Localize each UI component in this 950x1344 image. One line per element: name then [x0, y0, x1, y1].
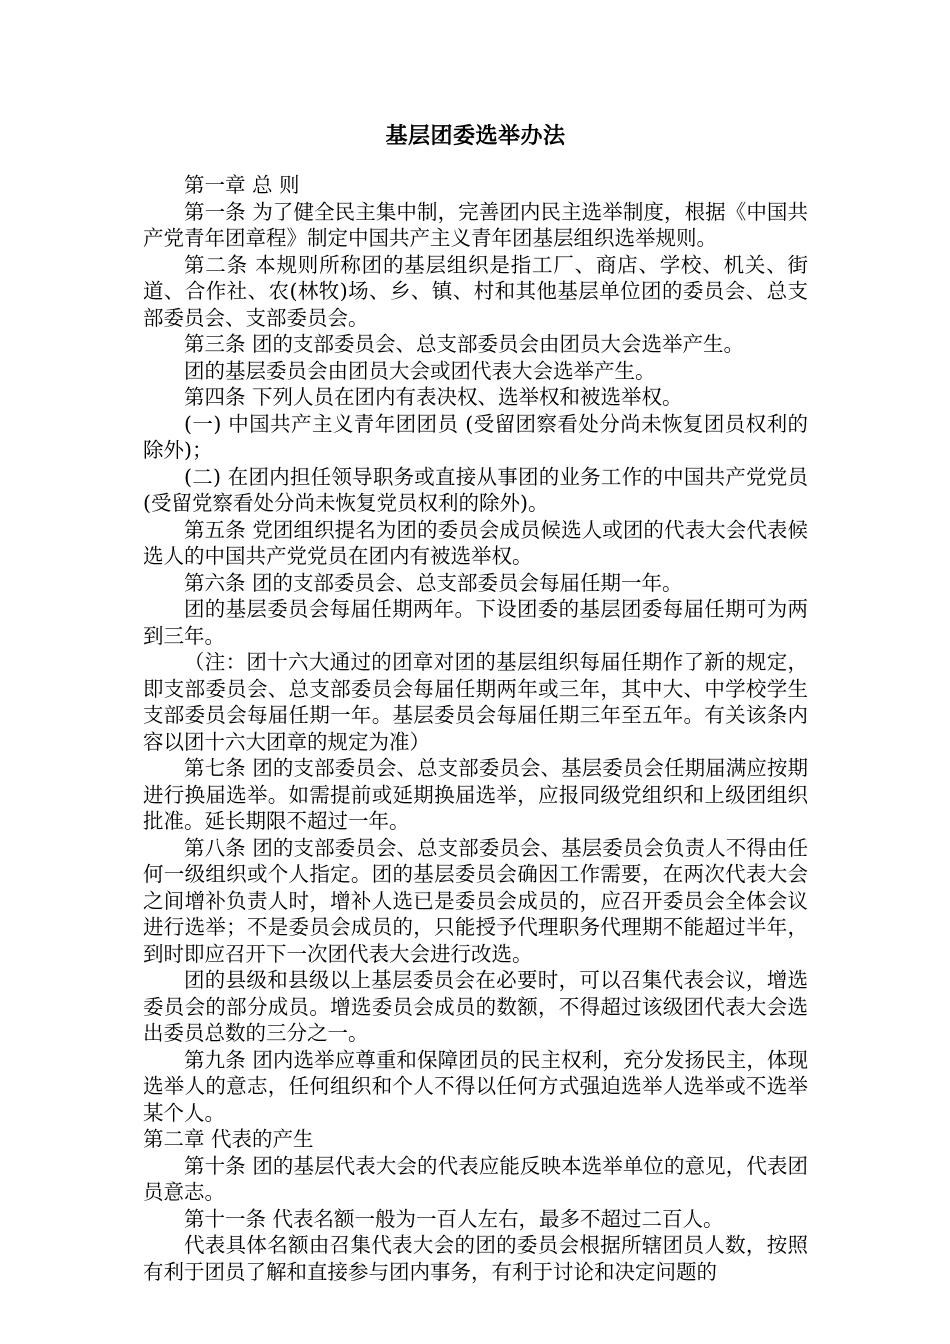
paragraph: 第十一条 代表名额一般为一百人左右，最多不超过二百人。	[184, 1206, 724, 1231]
paragraph: (一) 中国共产主义青年团团员 (受留团察看处分尚未恢复团员权利的除外)；	[143, 411, 808, 462]
paragraph: 第八条 团的支部委员会、总支部委员会、基层委员会负责人不得由任何一级组织或个人指定。团的基层委员会确因工作需要，在两次代表大会之间增补负责人时，增补人选已是委员会成员的，应召开委员会全体会议进行选举；不是委员会成员的，只能授予代理职务代理期不能超过半年，到时即应召开下一次团代表大会进行改选。	[143, 835, 808, 966]
document-title: 基层团委选举办法	[385, 123, 566, 149]
paragraph: 第七条 团的支部委员会、总支部委员会、基层委员会任期届满应按期进行换届选举。如需提前或延期换届选举，应报同级党组织和上级团组织批准。延长期限不超过一年。	[143, 756, 808, 833]
paragraph: 团的基层委员会由团员大会或团代表大会选举产生。	[184, 358, 656, 383]
document-page	[143, 120, 808, 1285]
paragraph: 第四条 下列人员在团内有表决权、选举权和被选举权。	[184, 385, 683, 409]
paragraph: 第一条 为了健全民主集中制，完善团内民主选举制度，根据《中国共产党青年团章程》制定中国共产主义青年团基层组织选举规则。	[143, 199, 808, 250]
paragraph: 团的县级和县级以上基层委员会在必要时，可以召集代表会议，增选委员会的部分成员。增选委员会成员的数额，不得超过该级团代表大会选出委员总数的三分之一。	[143, 968, 808, 1045]
paragraph: 第五条 党团组织提名为团的委员会成员候选人或团的代表大会代表候选人的中国共产党党员在团内有被选举权。	[143, 517, 808, 568]
paragraph: 第二章 代表的产生	[143, 1127, 314, 1151]
paragraph: （注：团十六大通过的团章对团的基层组织每届任期作了新的规定，即支部委员会、总支部委员会每届任期两年或三年，其中大、中学校学生支部委员会每届任期一年。基层委员会每届任期三年至五年。有关该条内容以团十六大团章的规定为准）	[143, 650, 808, 754]
paragraph: 第九条 团内选举应尊重和保障团员的民主权利，充分发扬民主，体现选举人的意志，任何组织和个人不得以任何方式强迫选举人选举或不选举某个人。	[143, 1047, 808, 1125]
paragraph: 第二条 本规则所称团的基层组织是指工厂、商店、学校、机关、街道、合作社、农(林牧)场、乡、镇、村和其他基层单位团的委员会、总支部委员会、支部委员会。	[143, 252, 808, 330]
paragraph: 第一章 总 则	[184, 173, 300, 197]
paragraph: 团的基层委员会每届任期两年。下设团委的基层团委每届任期可为两到三年。	[143, 597, 808, 648]
paragraph: (二) 在团内担任领导职务或直接从事团的业务工作的中国共产党党员 (受留党察看处分尚未恢复党员权利的除外)。	[143, 464, 808, 515]
paragraph: 第六条 团的支部委员会、总支部委员会每届任期一年。	[184, 570, 683, 595]
paragraph: 第十条 团的基层代表大会的代表应能反映本选举单位的意见，代表团员意志。	[143, 1153, 808, 1204]
paragraph: 代表具体名额由召集代表大会的团的委员会根据所辖团员人数，按照有利于团员了解和直接参与团内事务，有利于讨论和决定问题的	[143, 1233, 808, 1284]
document-body	[143, 172, 808, 1285]
paragraph: 第三条 团的支部委员会、总支部委员会由团员大会选举产生。	[184, 332, 745, 356]
